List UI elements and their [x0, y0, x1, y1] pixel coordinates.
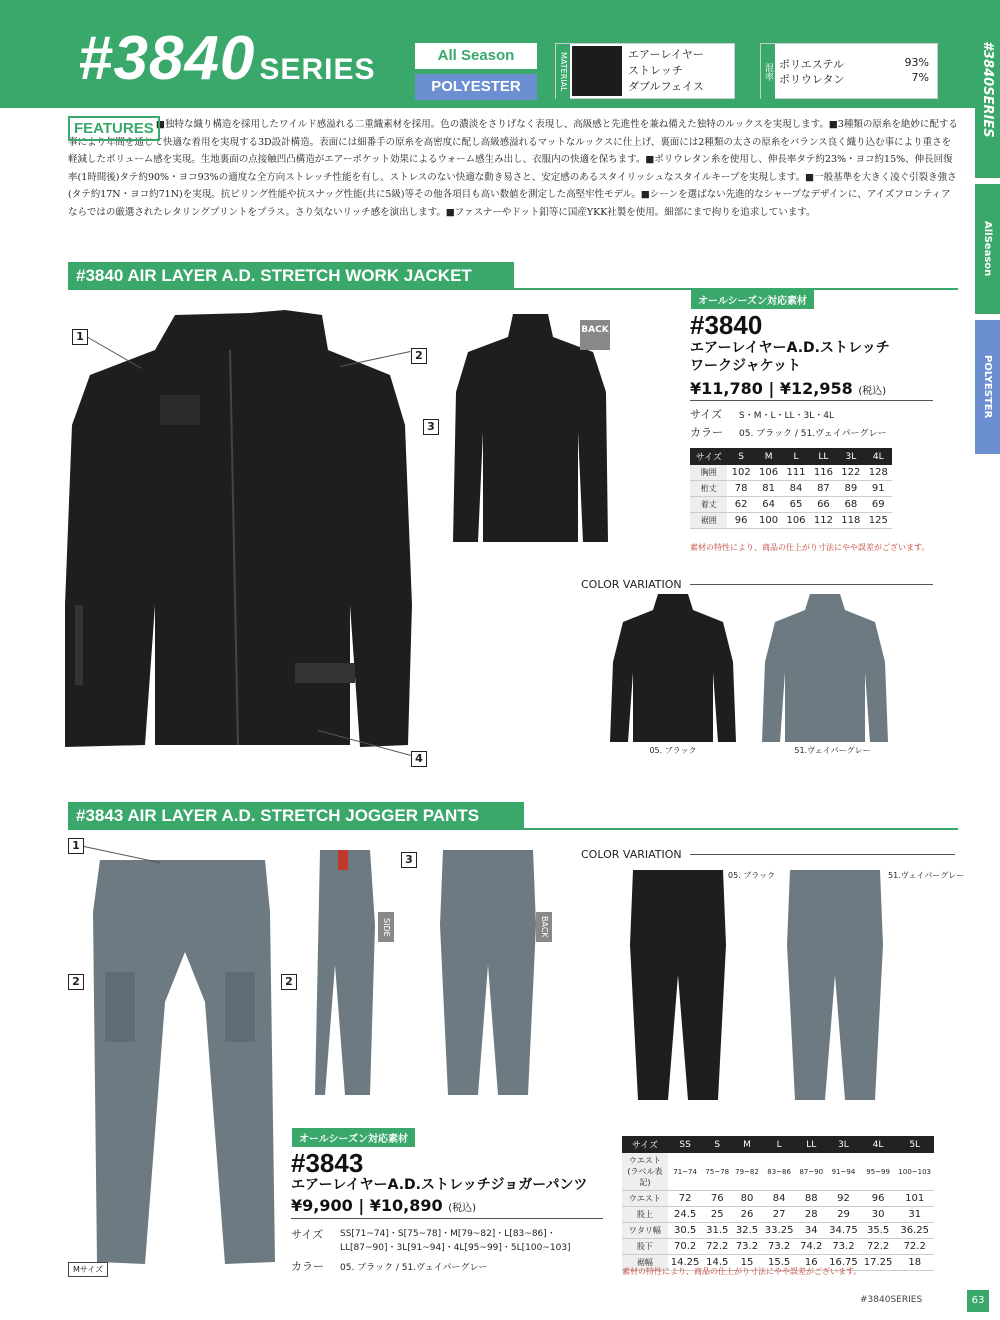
ratio-row — [779, 71, 929, 87]
table-cell: ウエスト(ラベル表記) — [622, 1153, 668, 1191]
table-cell: 25 — [702, 1207, 732, 1223]
table-cell: 106 — [782, 513, 809, 529]
table-header: M — [732, 1136, 762, 1153]
table-cell: 33.25 — [762, 1223, 797, 1239]
table-cell: 64 — [755, 497, 782, 513]
table-cell: 73.2 — [732, 1239, 762, 1255]
callout-2b: 2 — [281, 974, 297, 990]
callout-3: 3 — [423, 419, 439, 435]
back-label: BACK — [536, 912, 552, 942]
table-cell: 116 — [810, 465, 837, 481]
table-cell: 16 — [796, 1255, 826, 1271]
side-strip — [975, 0, 1000, 1320]
table-cell: 111 — [782, 465, 809, 481]
pants-size-table — [622, 1136, 934, 1271]
table-cell: 75~78 — [702, 1153, 732, 1191]
series-title — [78, 24, 376, 93]
table-cell: ワタリ幅 — [622, 1223, 668, 1239]
table-cell: 26 — [732, 1207, 762, 1223]
color-variation-title: COLOR VARIATION — [581, 848, 682, 861]
table-cell: 31.5 — [702, 1223, 732, 1239]
pants-front-image — [85, 852, 285, 1272]
table-header: サイズ — [622, 1136, 668, 1153]
spec-divider — [690, 400, 933, 401]
table-cell: 32.5 — [732, 1223, 762, 1239]
table-cell: 34.75 — [826, 1223, 861, 1239]
table-cell: 28 — [796, 1207, 826, 1223]
table-cell: 30 — [861, 1207, 896, 1223]
product-name-line2: ワークジャケット — [690, 358, 802, 374]
table-cell: 74.2 — [796, 1239, 826, 1255]
ratio-name: ポリエステル — [779, 58, 845, 71]
series-prefix: #3840 — [78, 24, 256, 93]
table-cell: 72.2 — [861, 1239, 896, 1255]
table-cell: 胸囲 — [690, 465, 727, 481]
table-cell: 30.5 — [668, 1223, 703, 1239]
size-key: サイズ — [291, 1228, 324, 1241]
table-cell: 125 — [865, 513, 892, 529]
pants-side-image — [310, 845, 400, 1100]
table-cell: 着丈 — [690, 497, 727, 513]
table-header: LL — [796, 1136, 826, 1153]
variant-label-black: 05. ブラック — [728, 871, 776, 880]
table-cell: 14.5 — [702, 1255, 732, 1271]
table-header: サイズ — [690, 448, 727, 465]
pants-black-variant — [628, 865, 728, 1105]
table-cell: 89 — [837, 481, 864, 497]
features-label: FEATURES — [68, 116, 160, 141]
ratio-label: 混率 — [761, 44, 775, 100]
section-divider — [68, 288, 958, 290]
table-row — [622, 1207, 934, 1223]
color-key: カラー — [291, 1260, 324, 1273]
color-value: 05. ブラック / 51.ヴェイパーグレー — [739, 429, 887, 439]
table-cell: 69 — [865, 497, 892, 513]
callout-1: 1 — [72, 329, 88, 345]
table-cell: 73.2 — [762, 1239, 797, 1255]
table-header: 4L — [861, 1136, 896, 1153]
table-cell: 34 — [796, 1223, 826, 1239]
table-cell: 裾囲 — [690, 513, 727, 529]
table-cell: 裾幅 — [622, 1255, 668, 1271]
variant-label-grey: 51.ヴェイパーグレー — [888, 871, 965, 880]
side-material: POLYESTER — [975, 320, 1000, 454]
pants-grey-variant — [785, 865, 885, 1105]
material-line: エアーレイヤー — [628, 48, 704, 61]
table-header-row — [690, 448, 892, 465]
table-cell: 70.2 — [668, 1239, 703, 1255]
table-cell: 62 — [727, 497, 754, 513]
table-cell: 84 — [782, 481, 809, 497]
jacket-size-table — [690, 448, 892, 529]
back-label: BACK — [580, 320, 610, 350]
price-tax: (税込) — [858, 386, 887, 397]
material-text — [628, 47, 704, 95]
table-cell: 68 — [837, 497, 864, 513]
tag-all-season: All Season — [415, 43, 537, 69]
table-cell: 91~94 — [826, 1153, 861, 1191]
table-header: 3L — [826, 1136, 861, 1153]
table-header: L — [782, 448, 809, 465]
table-cell: 78 — [727, 481, 754, 497]
material-line: ダブルフェイス — [628, 80, 704, 93]
table-cell: 66 — [810, 497, 837, 513]
product-price — [291, 1196, 476, 1215]
side-label: SIDE — [378, 912, 394, 942]
table-cell: 112 — [810, 513, 837, 529]
size-value: S・M・L・LL・3L・4L — [739, 411, 835, 421]
table-cell: 81 — [755, 481, 782, 497]
material-label: MATERIAL — [556, 44, 570, 100]
table-cell: 101 — [895, 1191, 934, 1207]
table-header-row — [622, 1136, 934, 1153]
table-row — [690, 481, 892, 497]
spec-divider — [291, 1218, 603, 1219]
table-header: L — [762, 1136, 797, 1153]
table-row — [622, 1223, 934, 1239]
table-row — [690, 513, 892, 529]
table-cell: 桁丈 — [690, 481, 727, 497]
table-cell: 29 — [826, 1207, 861, 1223]
color-value: 05. ブラック / 51.ヴェイパーグレー — [340, 1263, 488, 1273]
jacket-section-title: #3840 AIR LAYER A.D. STRETCH WORK JACKET — [68, 262, 514, 290]
table-header: S — [727, 448, 754, 465]
table-cell: 72 — [668, 1191, 703, 1207]
table-cell: 27 — [762, 1207, 797, 1223]
table-row — [690, 465, 892, 481]
table-cell: 15 — [732, 1255, 762, 1271]
table-cell: 79~82 — [732, 1153, 762, 1191]
table-cell: 17.25 — [861, 1255, 896, 1271]
size-note: 素材の特性により、商品の仕上がり寸法にやや誤差がございます。 — [690, 543, 930, 552]
size-value: SS[71~74]・S[75~78]・M[79~82]・L[83~86]・LL[87~90]・3L[91~94]・4L[95~99]・5L[100~103] — [340, 1229, 571, 1253]
table-header: 5L — [895, 1136, 934, 1153]
product-price — [690, 379, 886, 398]
table-cell: 87 — [810, 481, 837, 497]
features-text: ■独特な織り構造を採用したワイルド感溢れる二重織素材を採用。色の濃淡をさりげなく表現し、高級感と先進性を兼ね備えた独特のルックスを実現します。■3種類の原糸を絶妙に配する事により年間を通じて快適な着用を実現する3D設計構造。表面には細番手の原糸を高密度に配し高級感溢れるマットなルックスに仕上げ、裏面には2種類の太さの原糸をバランス良く織り込む事により重さを軽減したボリューム感を実現。生地裏面の点接触凹凸構造がエアーポケット効果によるウォーム感生み出し、衣服内の快適を保ちます。■ポリウレタン糸を使用し、伸長率タテ約23%・ヨコ約15%、伸長回復率(1時間後)タテ約90%・ヨコ93%の適度な全方向ストレッチ性能を有し、ストレスのない快適な動き易さと、安定感のあるスタイリッシュなスタイルキープを実現します。■一般基準を大きく凌ぐ引裂き強さ(タテ約17N・ヨコ約71N)を実現。抗ピリング性能や抗スナッグ性能(共に5級)等その他各項目も高い数値を測定した高堅牢性モデル。■シーンを選ばない先進的なシャープなデザインに、アイズフロンティアならではの厳選されたレタリングプリントをプラス。さり気ないリッチ感を演出します。■ファスナーやドット釦等に国産YKK社製を使用。細部にまで拘りを追求しています。 — [68, 119, 958, 218]
footer-series: #3840SERIES — [860, 1295, 923, 1305]
table-cell: 16.75 — [826, 1255, 861, 1271]
page-number: 63 — [967, 1290, 989, 1312]
color-variation-title: COLOR VARIATION — [581, 578, 682, 591]
table-cell: 72.2 — [702, 1239, 732, 1255]
material-line: ストレッチ — [628, 64, 683, 77]
variant-label-grey: 51.ヴェイパーグレー — [794, 746, 871, 755]
table-cell: 14.25 — [668, 1255, 703, 1271]
table-cell: 84 — [762, 1191, 797, 1207]
price-tax: (税込) — [448, 1203, 476, 1214]
material-box — [555, 43, 735, 99]
cv-divider — [690, 584, 933, 585]
size-key: サイズ — [690, 408, 723, 421]
product-code: #3840 — [690, 310, 763, 340]
table-row — [690, 497, 892, 513]
table-header: M — [755, 448, 782, 465]
pants-section-title: #3843 AIR LAYER A.D. STRETCH JOGGER PANTS — [68, 802, 524, 830]
table-cell: 88 — [796, 1191, 826, 1207]
table-cell: 71~74 — [668, 1153, 703, 1191]
table-row — [622, 1239, 934, 1255]
callout-2: 2 — [411, 348, 427, 364]
tag-polyester: POLYESTER — [415, 74, 537, 100]
callout-1: 1 — [68, 838, 84, 854]
price-value: ¥9,900 | ¥10,890 — [291, 1196, 443, 1215]
table-cell: 92 — [826, 1191, 861, 1207]
table-cell: 股上 — [622, 1207, 668, 1223]
table-header: 4L — [865, 448, 892, 465]
all-season-badge: オールシーズン対応素材 — [292, 1128, 415, 1147]
table-cell: 91 — [865, 481, 892, 497]
table-cell: 128 — [865, 465, 892, 481]
table-cell: 106 — [755, 465, 782, 481]
product-code: #3843 — [291, 1148, 364, 1178]
ratio-row — [779, 56, 929, 72]
table-header: SS — [668, 1136, 703, 1153]
callout-4: 4 — [411, 751, 427, 767]
table-cell: 118 — [837, 513, 864, 529]
side-season: AllSeason — [975, 184, 1000, 314]
table-cell: 65 — [782, 497, 809, 513]
material-swatch — [572, 46, 622, 96]
table-cell: 83~86 — [762, 1153, 797, 1191]
table-cell: ウエスト — [622, 1191, 668, 1207]
ratio-pct: 7% — [911, 71, 929, 84]
table-cell: 100~103 — [895, 1153, 934, 1191]
table-header: S — [702, 1136, 732, 1153]
table-cell: 15.5 — [762, 1255, 797, 1271]
table-cell: 100 — [755, 513, 782, 529]
price-value: ¥11,780 | ¥12,958 — [690, 379, 853, 398]
product-name-line1: エアーレイヤーA.D.ストレッチ — [690, 340, 890, 356]
table-cell: 73.2 — [826, 1239, 861, 1255]
table-cell: 96 — [861, 1191, 896, 1207]
table-row — [622, 1191, 934, 1207]
jacket-grey-variant — [760, 592, 890, 747]
table-header: LL — [810, 448, 837, 465]
ratio-name: ポリウレタン — [779, 73, 845, 86]
table-cell: 股下 — [622, 1239, 668, 1255]
table-cell: 80 — [732, 1191, 762, 1207]
size-m-label: Mサイズ — [68, 1262, 108, 1277]
ratio-pct: 93% — [904, 56, 929, 69]
side-series: #3840SERIES — [975, 0, 1000, 178]
ratio-box — [760, 43, 938, 99]
table-cell: 36.25 — [895, 1223, 934, 1239]
jacket-black-variant — [608, 592, 738, 747]
table-cell: 87~90 — [796, 1153, 826, 1191]
cv-divider — [690, 854, 955, 855]
callout-2: 2 — [68, 974, 84, 990]
table-cell: 35.5 — [861, 1223, 896, 1239]
table-cell: 95~99 — [861, 1153, 896, 1191]
table-header: 3L — [837, 448, 864, 465]
table-cell: 72.2 — [895, 1239, 934, 1255]
table-cell: 18 — [895, 1255, 934, 1271]
table-cell: 24.5 — [668, 1207, 703, 1223]
table-cell: 76 — [702, 1191, 732, 1207]
jacket-front-image — [60, 305, 460, 765]
color-key: カラー — [690, 426, 723, 439]
table-row — [622, 1153, 934, 1191]
all-season-badge: オールシーズン対応素材 — [691, 290, 814, 309]
table-cell: 102 — [727, 465, 754, 481]
callout-3: 3 — [401, 852, 417, 868]
table-cell: 31 — [895, 1207, 934, 1223]
table-cell: 122 — [837, 465, 864, 481]
table-cell: 96 — [727, 513, 754, 529]
pants-back-image — [438, 845, 538, 1100]
size-note: 素材の特性により、商品の仕上がり寸法にやや誤差がございます。 — [622, 1267, 862, 1276]
product-name: エアーレイヤーA.D.ストレッチジョガーパンツ — [291, 1177, 588, 1193]
variant-label-black: 05. ブラック — [649, 746, 697, 755]
series-suffix: SERIES — [259, 53, 376, 86]
section-divider — [68, 828, 958, 830]
